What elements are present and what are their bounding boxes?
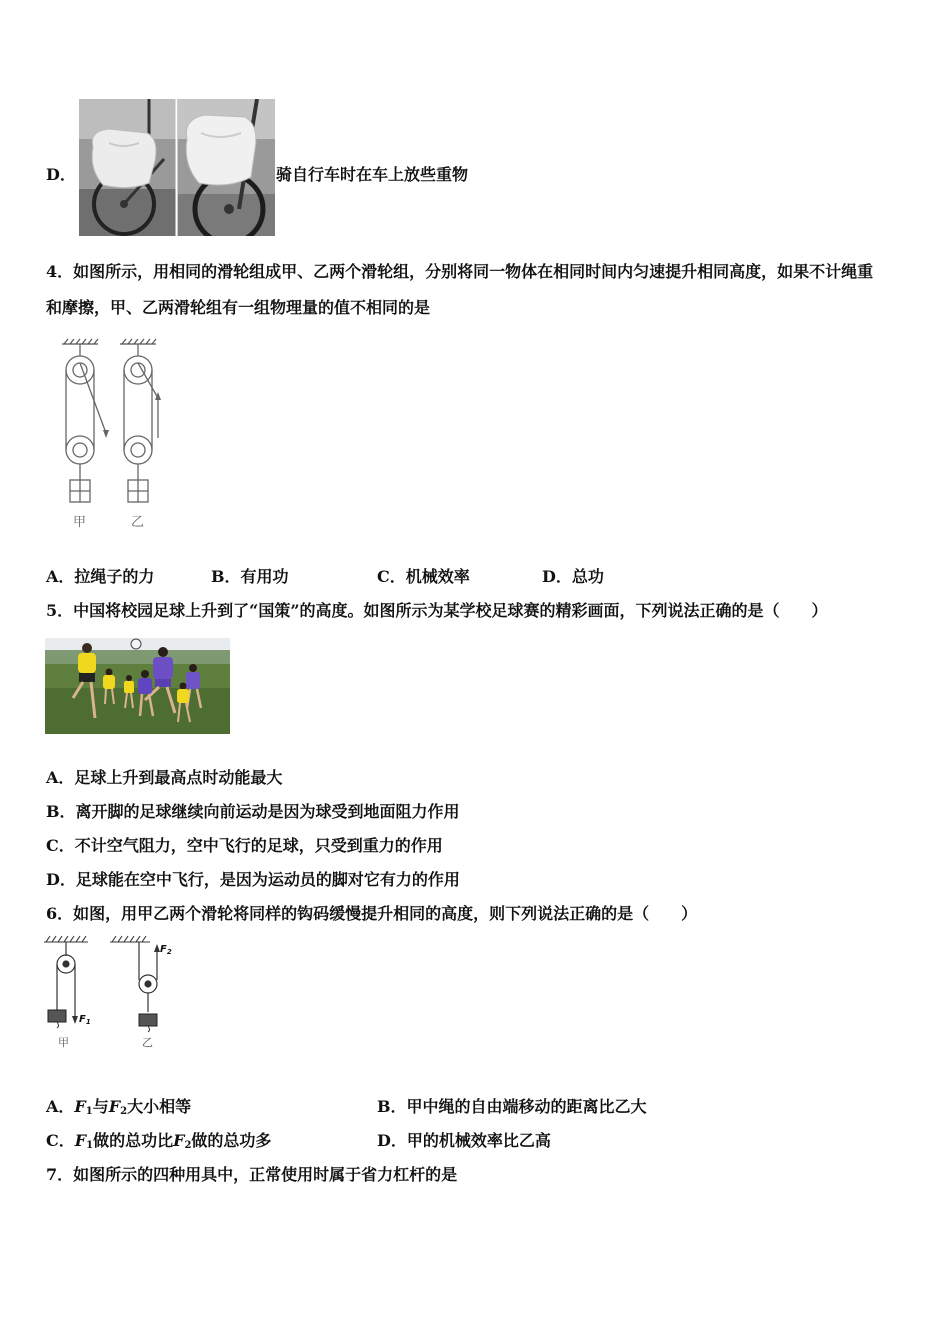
q5-option-b[interactable] xyxy=(46,802,460,822)
q6-fig-f1: $F_1$ xyxy=(79,1014,91,1026)
q4-option-c-label: C． xyxy=(377,567,406,586)
q5-option-c-text: 不计空气阻力，空中飞行的足球，只受到重力的作用 xyxy=(74,836,443,855)
q5-stem xyxy=(46,601,828,621)
q6-option-d-text: 甲的机械效率比乙高 xyxy=(406,1131,551,1150)
q6-option-a-tail: 大小相等 xyxy=(127,1097,192,1116)
q4-option-a[interactable] xyxy=(46,567,154,587)
q4-option-b-text: 有用功 xyxy=(240,567,289,586)
q6-option-a-sub2: 2 xyxy=(120,1106,128,1117)
q4-fig-label-jia: 甲 xyxy=(73,515,87,530)
q5-option-d-text: 足球能在空中飞行，是因为运动员的脚对它有力的作用 xyxy=(75,870,460,889)
q5-option-d-label: D． xyxy=(46,870,76,889)
q4-pulley-figure xyxy=(58,338,178,533)
q4-option-a-label: A． xyxy=(46,567,75,586)
q6-option-b-text: 甲中绳的自由端移动的距离比乙大 xyxy=(406,1097,647,1116)
q4-number: 4． xyxy=(46,262,74,281)
q5-option-b-text: 离开脚的足球继续向前运动是因为球受到地面阻力作用 xyxy=(75,802,460,821)
q4-fig-label-yi: 乙 xyxy=(131,515,145,530)
q6-fig-f2: $F_2$ xyxy=(160,944,172,956)
q6-option-b-label: B． xyxy=(377,1097,407,1116)
q5-option-a-label: A． xyxy=(46,768,75,787)
q6-option-a-var2: F xyxy=(108,1097,121,1116)
q7-stem xyxy=(46,1165,457,1185)
q5-option-c-label: C． xyxy=(46,836,75,855)
q6-number: 6． xyxy=(46,904,74,923)
q6-option-b[interactable] xyxy=(377,1097,647,1117)
q6-option-c-mid: 做的总功比 xyxy=(93,1131,174,1150)
q6-option-c-tail: 做的总功多 xyxy=(191,1131,272,1150)
q6-fig-label-jia: 甲 xyxy=(58,1036,69,1049)
q5-option-b-label: B． xyxy=(46,802,76,821)
q4-option-b[interactable] xyxy=(211,567,289,587)
q5-option-a-text: 足球上升到最高点时动能最大 xyxy=(74,768,283,787)
q4-option-d-text: 总功 xyxy=(571,567,604,586)
q5-option-a[interactable] xyxy=(46,768,282,788)
q4-option-b-label: B． xyxy=(211,567,241,586)
q6-option-a-sub1: 1 xyxy=(85,1106,93,1117)
q6-option-c-label: C． xyxy=(46,1131,75,1150)
q6-option-c-var1: F xyxy=(74,1131,87,1150)
q4-stem-line2: 和摩擦，甲、乙两滑轮组有一组物理量的值不相同的是 xyxy=(46,298,431,317)
q5-stem-text: 中国将校园足球上升到了“国策”的高度。如图所示为某学校足球赛的精彩画面，下列说法正确的是（ ） xyxy=(73,601,828,620)
q7-number: 7． xyxy=(46,1165,74,1184)
q6-option-c[interactable] xyxy=(46,1131,271,1156)
q5-option-c[interactable] xyxy=(46,836,443,856)
q4-option-c[interactable] xyxy=(377,567,470,587)
q6-pulley-figure xyxy=(42,934,182,1054)
q3-option-d-label: D． xyxy=(46,165,76,184)
q4-stem-text1: 如图所示，用相同的滑轮组成甲、乙两个滑轮组，分别将同一物体在相同时间内匀速提升相同高度，如果不计绳重 xyxy=(73,262,874,281)
q4-option-c-text: 机械效率 xyxy=(405,567,470,586)
soccer-photo xyxy=(45,638,230,734)
q6-option-c-var2: F xyxy=(173,1131,185,1150)
q4-option-d-label: D． xyxy=(542,567,572,586)
q6-stem xyxy=(46,904,697,924)
bicycle-photo xyxy=(79,99,275,236)
q3-option-d-text: 骑自行车时在车上放些重物 xyxy=(276,165,469,184)
q5-option-d[interactable] xyxy=(46,870,460,890)
q4-option-a-text: 拉绳子的力 xyxy=(74,567,155,586)
q7-stem-text: 如图所示的四种用具中，正常使用时属于省力杠杆的是 xyxy=(73,1165,458,1184)
q6-option-d[interactable] xyxy=(377,1131,551,1151)
q6-option-a[interactable] xyxy=(46,1097,191,1122)
q5-number: 5． xyxy=(46,601,74,620)
q6-option-a-label: A． xyxy=(46,1097,75,1116)
q4-option-d[interactable] xyxy=(542,567,604,587)
q6-option-c-sub1: 1 xyxy=(86,1140,94,1151)
q6-fig-label-yi: 乙 xyxy=(142,1036,153,1049)
q6-option-d-label: D． xyxy=(377,1131,407,1150)
q4-stem-line1 xyxy=(46,262,873,282)
q6-stem-text: 如图，用甲乙两个滑轮将同样的钩码缓慢提升相同的高度，则下列说法正确的是（ ） xyxy=(73,904,698,923)
q6-option-a-mid: 与 xyxy=(92,1097,109,1116)
q6-option-a-var1: F xyxy=(74,1097,86,1116)
q6-option-c-sub2: 2 xyxy=(184,1140,192,1151)
